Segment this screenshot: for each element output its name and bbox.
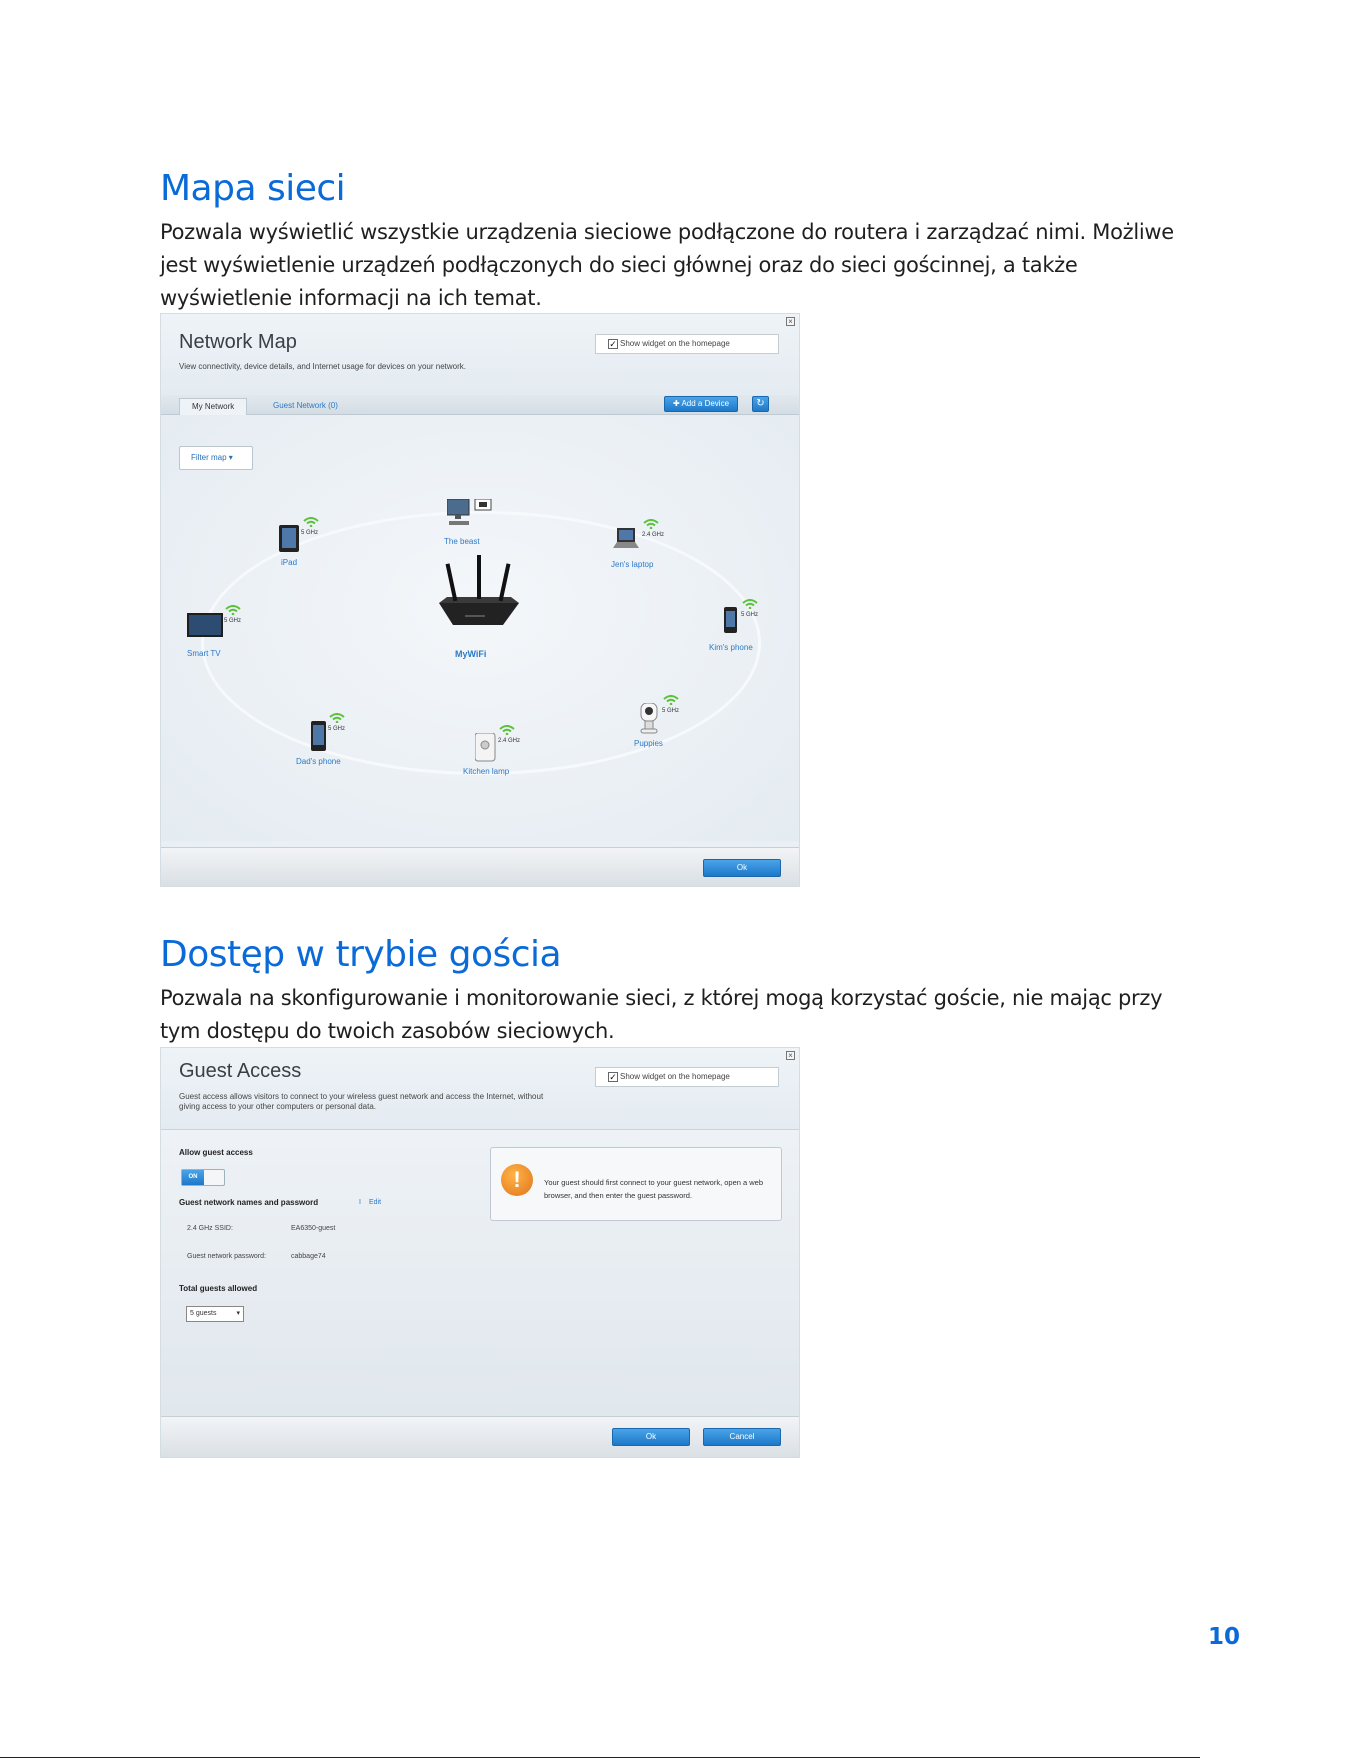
band-label: 2.4 GHz xyxy=(642,532,665,538)
guest-access-screenshot xyxy=(160,1047,800,1458)
tabs-bar xyxy=(161,395,799,415)
ok-button[interactable]: Ok xyxy=(703,859,781,877)
tab-guest-network[interactable]: Guest Network (0) xyxy=(273,401,338,410)
caret-down-icon: ▾ xyxy=(236,1310,240,1317)
device-label-kims-phone: Kim's phone xyxy=(709,643,753,652)
widget-label: Show widget on the homepage xyxy=(620,339,730,348)
device-label-the-beast: The beast xyxy=(444,537,480,546)
panel-description: View connectivity, device details, and Internet usage for devices on your network. xyxy=(179,362,466,371)
caret-down-icon: ▾ xyxy=(228,453,233,462)
desktop-icon[interactable] xyxy=(447,499,493,529)
router-name: MyWiFi xyxy=(455,649,487,659)
band-label: 5 GHz xyxy=(301,530,319,536)
para-line: jest wyświetlenie urządzeń podłączonych do sieci głównej oraz do sieci gościnnej, a także xyxy=(160,253,1078,277)
toggle-on-label: ON xyxy=(182,1170,204,1185)
wifi-icon xyxy=(303,517,319,527)
ssid-value: EA6350-guest xyxy=(291,1225,336,1232)
close-icon[interactable]: × xyxy=(786,317,795,326)
wifi-icon xyxy=(742,599,758,609)
device-label-ipad: iPad xyxy=(281,558,298,567)
network-names-label: Guest network names and password xyxy=(179,1198,319,1207)
warning-icon: ! xyxy=(501,1164,533,1196)
page-number: 10 xyxy=(1207,1624,1240,1650)
section-heading-guest-access: Dostęp w trybie gościa xyxy=(160,934,562,975)
device-label-puppies: Puppies xyxy=(634,739,663,748)
password-value: cabbage74 xyxy=(291,1253,326,1260)
guest-access-toggle[interactable] xyxy=(181,1169,225,1186)
router-icon[interactable] xyxy=(431,555,531,635)
band-label: 5 GHz xyxy=(662,708,680,714)
edit-link[interactable]: Edit xyxy=(369,1199,382,1206)
plus-icon: ✚ xyxy=(672,399,682,408)
cancel-button[interactable]: Cancel xyxy=(703,1428,781,1446)
panel-footer xyxy=(161,1416,799,1458)
band-label: 5 GHz xyxy=(224,618,242,624)
show-widget-checkbox[interactable] xyxy=(595,334,779,354)
laptop-icon[interactable] xyxy=(613,528,641,550)
panel-description: Guest access allows visitors to connect to your wireless guest network and access the Internet, without giving access to your other computers or personal data. xyxy=(179,1092,544,1111)
para-line: wyświetlenie informacji na ich temat. xyxy=(160,286,542,310)
device-label-smart-tv: Smart TV xyxy=(187,649,221,658)
panel-header xyxy=(161,314,799,396)
panel-footer xyxy=(161,847,799,887)
wifi-icon xyxy=(329,713,345,723)
add-device-button[interactable]: ✚ Add a Device xyxy=(664,396,738,412)
widget-label: Show widget on the homepage xyxy=(620,1072,730,1081)
panel-header xyxy=(161,1048,799,1130)
band-label: 5 GHz xyxy=(328,726,346,732)
section-heading-network-map: Mapa sieci xyxy=(160,168,346,209)
checkbox-checked-icon: ✓ xyxy=(609,339,617,349)
show-widget-checkbox[interactable] xyxy=(595,1067,779,1087)
device-label-dads-phone: Dad's phone xyxy=(296,757,341,766)
tablet-icon[interactable] xyxy=(279,525,301,553)
total-guests-select[interactable]: 5 guests ▾ xyxy=(186,1306,244,1322)
alert-text: Your guest should first connect to your guest network, open a web browser, and then enter the guest password. xyxy=(544,1178,764,1200)
camera-icon[interactable] xyxy=(639,703,661,735)
footer-rule xyxy=(0,1757,1200,1758)
wifi-icon xyxy=(643,519,659,529)
para-line: tym dostępu do twoich zasobów sieciowych. xyxy=(160,1019,615,1043)
band-label: 2.4 GHz xyxy=(498,738,521,744)
wifi-icon xyxy=(225,605,241,615)
section-paragraph-guest-access xyxy=(160,982,1235,1048)
band-label: 5 GHz xyxy=(741,612,759,618)
refresh-icon[interactable]: ↻ xyxy=(752,396,769,412)
phone-icon[interactable] xyxy=(311,721,327,753)
allow-guest-label: Allow guest access xyxy=(179,1148,253,1157)
device-label-jens-laptop: Jen's laptop xyxy=(611,560,654,569)
wifi-icon xyxy=(499,725,515,735)
section-paragraph-network-map xyxy=(160,216,1235,315)
tab-my-network[interactable]: My Network xyxy=(179,398,247,415)
tv-icon[interactable] xyxy=(187,613,225,641)
separator: I xyxy=(359,1199,361,1206)
guest-info-alert xyxy=(490,1147,782,1221)
para-line: Pozwala na skonfigurowanie i monitorowanie sieci, z której mogą korzystać goście, nie mając przy xyxy=(160,986,1163,1010)
ok-button[interactable]: Ok xyxy=(612,1428,690,1446)
device-label-kitchen-lamp: Kitchen lamp xyxy=(463,767,510,776)
para-line: Pozwala wyświetlić wszystkie urządzenia sieciowe podłączone do routera i zarządzać nimi. Możliwe xyxy=(160,220,1174,244)
network-map-area xyxy=(161,415,799,841)
phone-icon[interactable] xyxy=(724,607,738,635)
filter-map-dropdown[interactable]: Filter map ▾ xyxy=(179,446,253,470)
smart-plug-icon[interactable] xyxy=(475,733,497,763)
close-icon[interactable]: × xyxy=(786,1051,795,1060)
network-map-screenshot xyxy=(160,313,800,887)
ssid-label: 2.4 GHz SSID: xyxy=(187,1225,233,1232)
total-guests-label: Total guests allowed xyxy=(179,1284,258,1293)
panel-title: Network Map xyxy=(179,331,297,353)
checkbox-checked-icon: ✓ xyxy=(609,1072,617,1082)
wifi-icon xyxy=(663,695,679,705)
panel-title: Guest Access xyxy=(179,1060,302,1082)
password-label: Guest network password: xyxy=(187,1253,266,1260)
guest-access-body xyxy=(161,1130,799,1416)
